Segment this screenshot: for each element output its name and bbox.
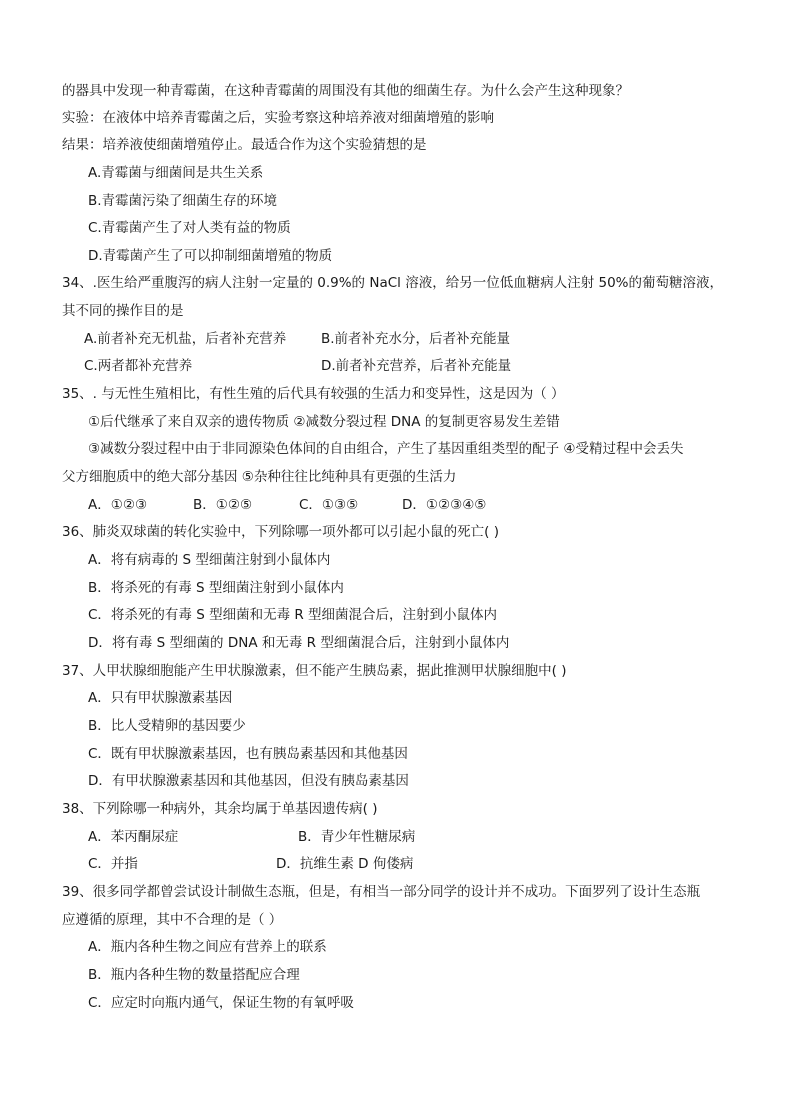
q37-option-c: C．既有甲状腺激素基因，也有胰岛素基因和其他基因 (88, 746, 408, 762)
q36-option-a: A．将有病毒的 S 型细菌注射到小鼠体内 (88, 552, 331, 568)
q37-option-b: B．比人受精卵的基因要少 (88, 718, 246, 734)
intro-option-c: C.青霉菌产生了对人类有益的物质 (88, 220, 291, 236)
intro-option-b: B.青霉菌污染了细菌生存的环境 (88, 193, 278, 209)
intro-line-3: 结果：培养液使细菌增殖停止。最适合作为这个实验猜想的是 (62, 137, 427, 153)
q37-stem: 37、人甲状腺细胞能产生甲状腺激素，但不能产生胰岛素，据此推测甲状腺细胞中( ) (62, 663, 567, 679)
q35-stem-line-1: 35、. 与无性生殖相比，有性生殖的后代具有较强的生活力和变异性，这是因为（ ） (62, 386, 565, 402)
q34-option-d: D.前者补充营养，后者补充能量 (321, 358, 512, 374)
q36-option-b: B．将杀死的有毒 S 型细菌注射到小鼠体内 (88, 580, 344, 596)
q38-option-c: C．并指 (88, 856, 138, 872)
q38-option-b: B．青少年性糖尿病 (298, 829, 416, 845)
q37-option-d: D．有甲状腺激素基因和其他基因，但没有胰岛素基因 (88, 773, 409, 789)
q35-stem-line-2: ①后代继承了来自双亲的遗传物质 ②减数分裂过程 DNA 的复制更容易发生差错 (88, 414, 560, 430)
q39-option-a: A．瓶内各种生物之间应有营养上的联系 (88, 939, 327, 955)
q35-stem-line-3: ③减数分裂过程中由于非同源染色体间的自由组合，产生了基因重组类型的配子 ④受精过程中会丢失 (88, 441, 684, 457)
q34-option-a: A.前者补充无机盐，后者补充营养 (84, 331, 287, 347)
q35-option-b: B．①②⑤ (193, 497, 253, 513)
q34-stem-line-2: 其不同的操作目的是 (62, 303, 184, 319)
q39-option-c: C．应定时向瓶内通气，保证生物的有氧呼吸 (88, 995, 354, 1011)
intro-line-1: 的器具中发现一种青霉菌，在这种青霉菌的周围没有其他的细菌生存。为什么会产生这种现象？ (62, 83, 629, 99)
q39-option-b: B．瓶内各种生物的数量搭配应合理 (88, 967, 300, 983)
q38-stem: 38、下列除哪一种病外，其余均属于单基因遗传病( ) (62, 801, 378, 817)
q35-option-c: C．①③⑤ (299, 497, 359, 513)
intro-option-d: D.青霉菌产生了可以抑制细菌增殖的物质 (88, 248, 333, 264)
q36-option-c: C．将杀死的有毒 S 型细菌和无毒 R 型细菌混合后，注射到小鼠体内 (88, 607, 498, 623)
intro-line-2: 实验：在液体中培养青霉菌之后，实验考察这种培养液对细菌增殖的影响 (62, 110, 494, 126)
q35-stem-line-4: 父方细胞质中的绝大部分基因 ⑤杂种往往比纯种具有更强的生活力 (62, 469, 457, 485)
q34-option-b: B.前者补充水分，后者补充能量 (321, 331, 511, 347)
q37-option-a: A．只有甲状腺激素基因 (88, 690, 233, 706)
q39-stem-line-1: 39、很多同学都曾尝试设计制做生态瓶，但是，有相当一部分同学的设计并不成功。下面罗列了设计生态瓶 (62, 884, 701, 900)
q36-stem: 36、肺炎双球菌的转化实验中，下列除哪一项外都可以引起小鼠的死亡( ) (62, 524, 500, 540)
q35-option-a: A．①②③ (88, 497, 148, 513)
intro-option-a: A.青霉菌与细菌间是共生关系 (88, 165, 264, 181)
q36-option-d: D．将有毒 S 型细菌的 DNA 和无毒 R 型细菌混合后，注射到小鼠体内 (88, 635, 510, 651)
q38-option-a: A．苯丙酮尿症 (88, 829, 179, 845)
q39-stem-line-2: 应遵循的原理，其中不合理的是（ ） (62, 912, 283, 928)
q38-option-d: D．抗维生素 D 佝偻病 (276, 856, 414, 872)
q35-option-d: D．①②③④⑤ (402, 497, 487, 513)
q34-stem-line-1: 34、.医生给严重腹泻的病人注射一定量的 0.9%的 NaCl 溶液，给另一位低血糖病人注射 50%的葡萄糖溶液， (62, 275, 723, 291)
q34-option-c: C.两者都补充营养 (84, 358, 193, 374)
